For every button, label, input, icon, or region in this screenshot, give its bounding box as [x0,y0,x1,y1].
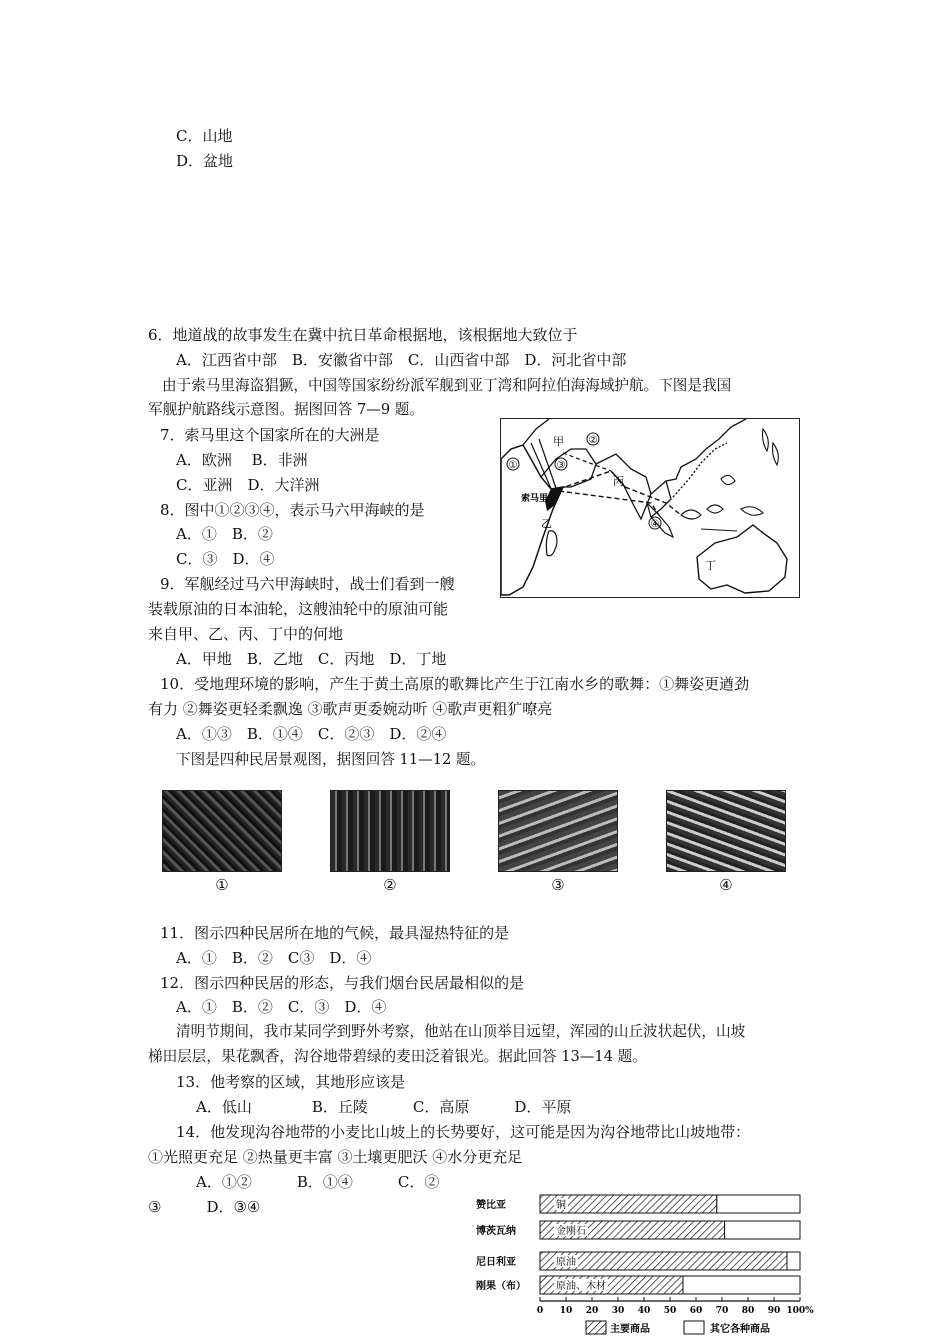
question-14-options-line1: A．①② B．①④ C．② [196,1173,440,1191]
map-label-somalia: 索马里 [521,494,549,504]
map-marker-4: ④ [650,519,660,530]
question-9-line1: 9．军舰经过马六甲海峡时，战士们看到一艘 [160,575,455,593]
intro-11-12: 下图是四种民居景观图，据图回答 11—12 题。 [176,751,486,768]
question-11-options: A．① B．② C③ D．④ [176,949,372,967]
chart-bar-label: 金刚石 [556,1226,586,1237]
question-13: 13．他考察的区域，其地形应该是 [176,1073,406,1091]
escort-route-map [500,418,800,598]
chart-bar-label: 原油、木材 [556,1281,606,1292]
chart-x-tick-label: 60 [689,1306,703,1316]
chart-bar-other [787,1252,800,1270]
chart-x-tick-label: 10 [559,1306,573,1316]
question-12: 12．图示四种民居的形态，与我们烟台民居最相似的是 [160,974,525,992]
chart-x-tick-label: 100% [786,1306,814,1316]
question-6: 6．地道战的故事发生在冀中抗日革命根据地，该根据地大致位于 [148,326,578,344]
intro-13-14-line1: 清明节期间，我市某同学到野外考察，他站在山顶举目远望，浑园的山丘波状起伏，山坡 [176,1023,746,1040]
q5-option-c: C．山地 [176,127,233,145]
chart-x-tick-label: 90 [767,1306,781,1316]
question-8: 8．图中①②③④，表示马六甲海峡的是 [160,501,425,519]
chart-bar-other [683,1276,800,1294]
question-8-options-cd: C．③ D．④ [176,550,275,568]
question-7-options-ab: A．欧洲 B．非洲 [176,451,308,469]
map-label-bing: 丙 [613,475,624,488]
dwelling-photo-4 [666,790,786,872]
map-marker-3: ③ [556,460,566,471]
map-marker-2: ② [588,435,598,446]
chart-legend-main: 主要商品 [610,1324,650,1335]
photo-caption-3: ③ [551,876,565,894]
question-9-options: A．甲地 B．乙地 C．丙地 D．丁地 [176,650,447,668]
dwelling-photo-3 [498,790,618,872]
q5-option-d: D．盆地 [176,152,234,170]
question-14-line2: ①光照更充足 ②热量更丰富 ③土壤更肥沃 ④水分更充足 [148,1148,523,1166]
chart-category-label: 博茨瓦纳 [476,1226,516,1237]
question-7-options-cd: C．亚洲 D．大洋洲 [176,476,320,494]
chart-x-tick-label: 30 [611,1306,625,1316]
question-10-line2: 有力 ②舞姿更轻柔飘逸 ③歌声更委婉动听 ④歌声更粗犷嘹亮 [148,700,553,718]
map-label-ding: 丁 [705,559,716,572]
photo-caption-4: ④ [719,876,733,894]
map-label-yi: 乙 [541,517,552,530]
chart-x-tick-label: 80 [741,1306,755,1316]
question-9-line3: 来自甲、乙、丙、丁中的何地 [148,625,344,643]
chart-bar-label: 原油 [556,1257,576,1268]
photo-caption-1: ① [215,876,229,894]
chart-legend-swatch-main [586,1321,606,1334]
chart-x-tick-label: 40 [637,1306,651,1316]
question-10-options: A．①③ B．①④ C．②③ D．②④ [176,725,447,743]
chart-legend-other: 其它各种商品 [710,1324,770,1335]
intro-7-9-line1: 由于索马里海盗猖獗，中国等国家纷纷派军舰到亚丁湾和阿拉伯海海域护航。下图是我国 [162,377,732,394]
question-14-line1: 14．他发现沟谷地带的小麦比山坡上的长势要好，这可能是因为沟谷地带比山坡地带： [176,1123,751,1141]
chart-category-label: 赞比亚 [476,1200,506,1211]
question-8-options-ab: A．① B．② [176,525,273,543]
intro-7-9-line2: 军舰护航路线示意图。据图回答 7—9 题。 [148,401,424,418]
dwelling-photo-2 [330,790,450,872]
dwelling-photo-1 [162,790,282,872]
export-structure-chart [470,1190,830,1340]
question-12-options: A．① B．② C．③ D．④ [176,998,387,1016]
intro-13-14-line2: 梯田层层，果花飘香，沟谷地带碧绿的麦田泛着银光。据此回答 13—14 题。 [148,1048,647,1065]
chart-x-tick-label: 50 [663,1306,677,1316]
chart-x-tick-label: 70 [715,1306,729,1316]
question-14-options-line2: ③ D．③④ [148,1198,261,1216]
chart-x-tick-label: 0 [536,1306,544,1316]
photo-caption-2: ② [383,876,397,894]
chart-category-label: 尼日利亚 [476,1257,516,1268]
question-13-options: A．低山 B．丘陵 C．高原 D．平原 [196,1098,572,1116]
chart-legend-swatch-other [684,1321,704,1334]
map-label-jia: 甲 [553,435,564,448]
question-9-line2: 装载原油的日本油轮，这艘油轮中的原油可能 [148,600,449,618]
map-marker-1: ① [508,460,518,471]
chart-category-label: 刚果（布） [476,1281,526,1292]
question-7: 7．索马里这个国家所在的大洲是 [160,426,380,444]
chart-x-tick-label: 20 [585,1306,599,1316]
question-10-line1: 10．受地理环境的影响，产生于黄土高原的歌舞比产生于江南水乡的歌舞：①舞姿更遒劲 [160,675,750,693]
question-11: 11．图示四种民居所在地的气候，最具湿热特征的是 [160,924,510,942]
chart-bar-label: 铜 [556,1200,566,1211]
chart-bar-other [717,1195,800,1213]
question-6-options: A．江西省中部 B．安徽省中部 C．山西省中部 D．河北省中部 [176,351,627,369]
chart-bar-other [725,1221,800,1239]
